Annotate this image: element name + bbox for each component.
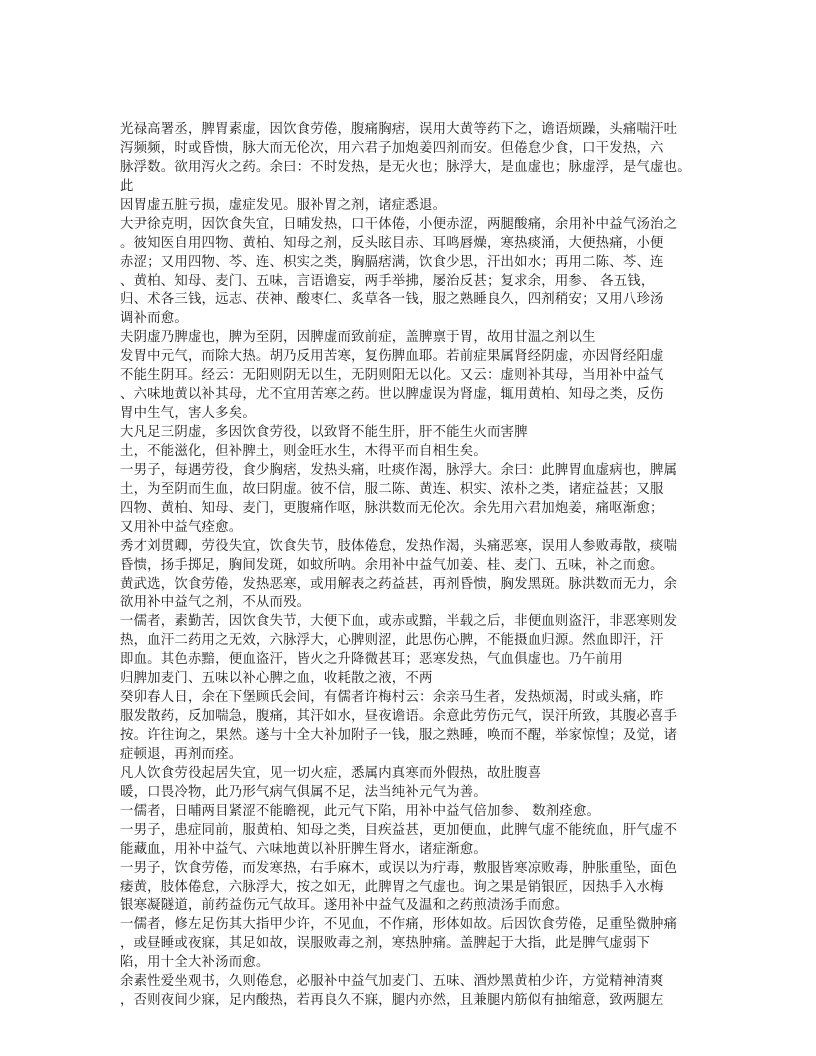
text-line: 。彼知医自用四物、黄柏、知母之剂，反头眩目赤、耳鸣唇燥，寒热痰涌，大便热痛，小便 bbox=[120, 235, 664, 251]
text-line: 又用补中益气痊愈。 bbox=[120, 519, 243, 535]
text-line: 胃中生气，害人多矣。 bbox=[120, 406, 256, 422]
text-line: 陷，用十全大补汤而愈。 bbox=[120, 955, 270, 971]
text-line: 一儒者，修左足伤其大指甲少许，不见血，不作痛，形体如故。后因饮食劳倦，足重坠微肿痛 bbox=[120, 917, 678, 933]
text-line: 四物、黄柏、知母、麦门，更腹痛作呕，脉洪数而无伦次。余先用六君加炮姜，痛呕渐愈； bbox=[120, 500, 664, 516]
text-line: ，或昼睡或夜寐，其足如故，误服败毒之剂，寒热肿痛。盖脾起于大指，此是脾气虚弱下 bbox=[120, 936, 651, 952]
text-line: 调补而愈。 bbox=[120, 311, 188, 327]
text-line: 归、术各三钱，远志、茯神、酸枣仁、炙草各一钱，服之熟睡良久，四剂稍安；又用八珍汤 bbox=[120, 292, 664, 308]
text-line: 此 bbox=[120, 178, 134, 194]
text-line: ，否则夜间少寐，足内酸热，若再良久不寐，腿内亦然，且兼腿内筋似有抽缩意，致两腿左 bbox=[120, 993, 664, 1009]
text-line: 一儒者，素勤苦，因饮食失节，大便下血，或赤或黯，半载之后，非便血则盗汗，非恶寒则发 bbox=[120, 614, 678, 630]
text-line: 大尹徐克明，因饮食失宜，日晡发热，口干体倦，小便赤涩，两腿酸痛，余用补中益气汤治之 bbox=[120, 216, 678, 232]
text-line: 余素性爱坐观书，久则倦怠，必服补中益气加麦门、五味、酒炒黑黄柏少许，方觉精神清爽 bbox=[120, 974, 664, 990]
text-line: 热，血汗二药用之无效，六脉浮大，心脾则涩，此思伤心脾，不能摄血归源。然血即汗，汗 bbox=[120, 633, 664, 649]
text-line: 一男子，每遇劳役，食少胸痞，发热头痛，吐痰作渴，脉浮大。余曰：此脾胃血虚病也，脾属 bbox=[120, 462, 678, 478]
text-line: 光禄高署丞，脾胃素虚，因饮食劳倦，腹痛胸痞，误用大黄等药下之，谵语烦躁，头痛喘汗吐 bbox=[120, 122, 678, 137]
text-line: 土，为至阴而生血，故曰阴虚。彼不信，服二陈、黄连、枳实、浓朴之类，诸症益甚；又服 bbox=[120, 481, 664, 497]
text-line: 即血。其色赤黯，便血盗汗，皆火之升降微甚耳；恶寒发热，气血俱虚也。乃午前用 bbox=[120, 652, 623, 668]
text-line: 、黄柏、知母、麦门、五味，言语谵妄，两手举拂，屡治反甚；复求余，用参、 各五钱， bbox=[120, 273, 655, 289]
text-line: 一儒者，日晡两目紧涩不能瞻视，此元气下陷，用补中益气倍加参、 数剂痊愈。 bbox=[120, 803, 601, 819]
text-line: 赤涩；又用四物、芩、连、枳实之类，胸膈痞满，饮食少思，汗出如水；再用二陈、芩、连 bbox=[120, 254, 664, 270]
text-line: 黄武选，饮食劳倦，发热恶寒，或用解表之药益甚，再剂昏愦，胸发黑斑。脉洪数而无力，余 bbox=[120, 576, 678, 592]
text-line: 大凡足三阴虚，多因饮食劳役，以致肾不能生肝，肝不能生火而害脾 bbox=[120, 425, 528, 440]
text-line: 银寒凝隧道，前药益伤元气故耳。遂用补中益气及温和之药煎渍汤手而愈。 bbox=[120, 898, 569, 914]
text-line: 夫阴虚乃脾虚也，脾为至阴，因脾虚而致前症，盖脾禀于胃，故用甘温之剂以生 bbox=[120, 330, 596, 346]
text-line: 土，不能滋化，但补脾土，则金旺水生，木得平而自相生矣。 bbox=[120, 443, 487, 459]
text-line: 归脾加麦门、五味以补心脾之血，收耗散之液，不两 bbox=[120, 671, 433, 687]
text-line: 按。许往询之，果然。遂与十全大补加附子一钱，服之熟睡，唤而不醒，举家惊惶；及觉，诸 bbox=[120, 728, 678, 743]
text-line: 秀才刘贯卿，劳役失宜，饮食失节，肢体倦怠，发热作渴，头痛恶寒，误用人参败毒散，痰喘 bbox=[120, 538, 678, 554]
text-line: 、六味地黄以补其母，尤不宜用苦寒之药。世以脾虚误为肾虚，辄用黄柏、知母之类，反伤 bbox=[120, 387, 664, 403]
text-line: 痿黄，肢体倦怠，六脉浮大，按之如无，此脾胃之气虚也。询之果是销银匠，因热手入水梅 bbox=[120, 879, 664, 895]
text-line: 症顿退，再剂而痊。 bbox=[120, 746, 243, 762]
text-line: 癸卯春人日，余在下堡顾氏会间，有儒者许梅村云：余亲马生者，发热烦渴，时或头痛，昨 bbox=[120, 690, 664, 706]
body-text bbox=[120, 121, 700, 1011]
text-line: 一男子，饮食劳倦，而发寒热，右手麻木，或误以为疔毒，敷服皆寒凉败毒，肿胀重坠，面色 bbox=[120, 860, 678, 876]
text-line: 因胃虚五脏亏损，虚症发见。服补胃之剂，诸症悉退。 bbox=[120, 197, 447, 213]
text-line: 服发散药，反加喘急，腹痛，其汗如水，昼夜谵语。余意此劳伤元气，误汗所致，其腹必喜手 bbox=[120, 709, 678, 725]
text-line: 昏愦，扬手掷足，胸间发斑，如蚊所呐。余用补中益气加姜、桂、麦门、五味，补之而愈。 bbox=[120, 557, 664, 573]
text-line: 凡人饮食劳役起居失宜，见一切火症，悉属内真寒而外假热，故肚腹喜 bbox=[120, 765, 542, 781]
text-line: 泻频频，时或昏愦，脉大而无伦次，用六君子加炮姜四剂而安。但倦怠少食，口干发热，六 bbox=[120, 140, 664, 156]
text-line: 一男子，患症同前，服黄柏、知母之类，目疾益甚，更加便血，此脾气虚不能统血，肝气虚不 bbox=[120, 822, 678, 838]
text-line: 发胃中元气，而除大热。胡乃反用苦寒，复伤脾血耶。若前症果属肾经阴虚，亦因肾经阳虚 bbox=[120, 349, 664, 365]
text-line: 脉浮数。欲用泻火之药。余曰：不时发热，是无火也；脉浮大，是血虚也；脉虚浮，是气虚也。 bbox=[120, 159, 691, 175]
text-line: 欲用补中益气之剂，不从而殁。 bbox=[120, 595, 311, 611]
text-line: 能藏血，用补中益气、六味地黄以补肝脾生肾水，诸症渐愈。 bbox=[120, 841, 487, 857]
text-line: 暖，口畏冷物，此乃形气病气俱属不足，法当纯补元气为善。 bbox=[120, 784, 487, 800]
text-line: 不能生阴耳。经云：无阳则阴无以生，无阴则阳无以化。又云：虚则补其母，当用补中益气 bbox=[120, 368, 664, 384]
